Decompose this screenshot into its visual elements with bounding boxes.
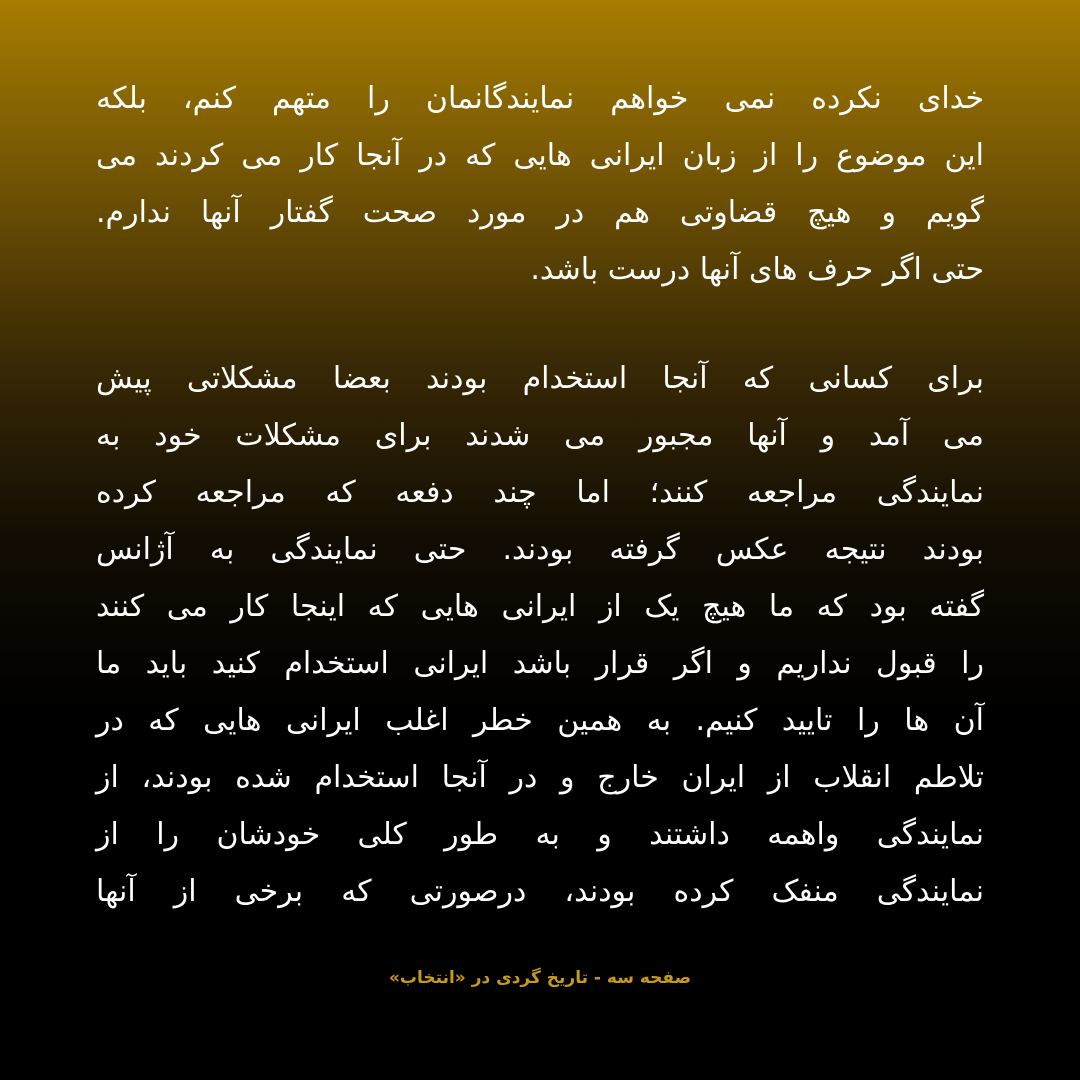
paragraph-2-line: می آمد و آنها مجبور می شدند برای مشکلات خود به (96, 418, 984, 453)
paragraph-2-line: نمایندگی منفک کرده بودند، درصورتی که برخی از آنها (96, 874, 984, 909)
page-footer-caption: صفحه سه - تاریخ گردی در «انتخاب» (388, 968, 692, 988)
paragraph-1-line: گویم و هیچ قضاوتی هم در مورد صحت گفتار آنها ندارم. (96, 195, 984, 230)
paragraph-2-line: نمایندگی مراجعه کنند؛ اما چند دفعه که مراجعه کرده (96, 475, 984, 510)
paragraph-2-line: نمایندگی واهمه داشتند و به طور کلی خودشان را از (96, 817, 984, 852)
paragraph-2-line: برای کسانی که آنجا استخدام بودند بعضا مشکلاتی پیش (96, 361, 984, 396)
paragraph-2-line: را قبول نداریم و اگر قرار باشد ایرانی استخدام کنید باید ما (96, 646, 984, 681)
paragraph-2 (96, 350, 984, 920)
paragraph-2-line: گفته بود که ما هیچ یک از ایرانی هایی که اینجا کار می کنند (96, 589, 984, 624)
paragraph-2-line: تلاطم انقلاب از ایران خارج و در آنجا استخدام شده بودند، از (96, 760, 984, 795)
paragraph-2-line: آن ها را تایید کنیم. به همین خطر اغلب ایرانی هایی که در (96, 703, 984, 738)
paragraph-2-line: بودند نتیجه عکس گرفته بودند. حتی نمایندگی به آژانس (96, 532, 984, 567)
paragraph-1 (96, 70, 984, 298)
paragraph-1-line: حتی اگر حرف های آنها درست باشد. (530, 252, 984, 287)
paragraph-1-line: خدای نکرده نمی خواهم نمایندگانمان را متهم کنم، بلکه (96, 81, 984, 116)
paragraph-1-line: این موضوع را از زبان ایرانی هایی که در آنجا کار می کردند می (96, 138, 984, 173)
